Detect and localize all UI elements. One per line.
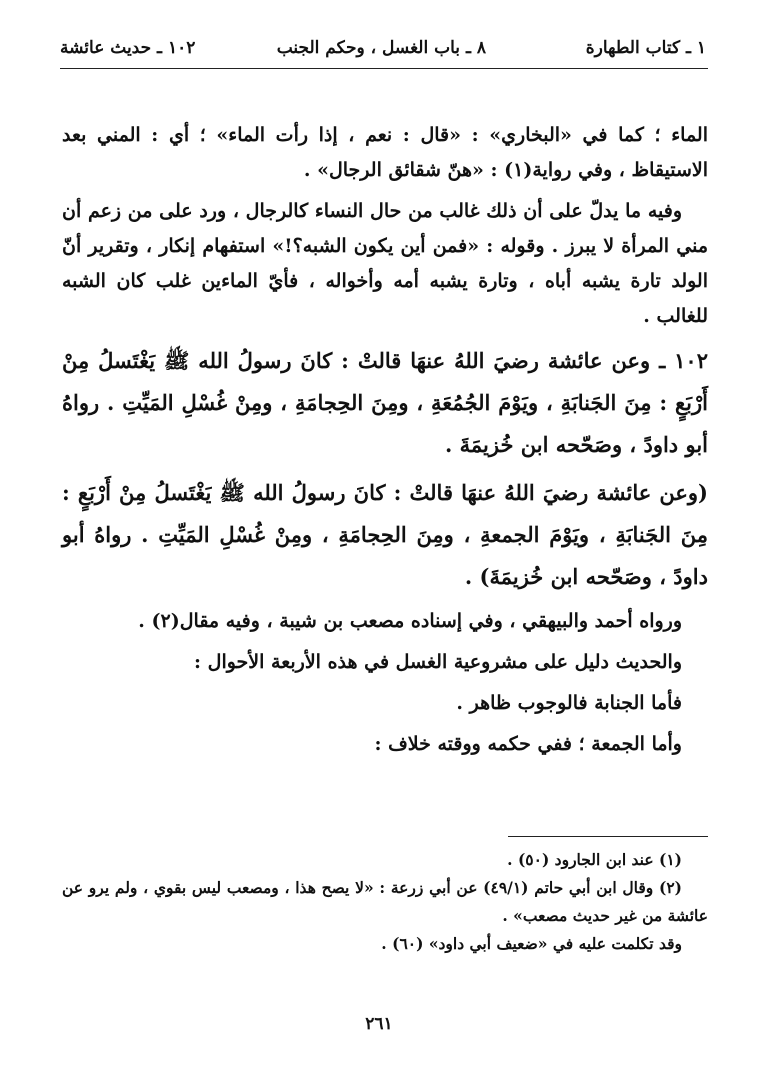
page-number: ٢٦١ bbox=[365, 1014, 393, 1034]
running-header bbox=[60, 36, 706, 66]
footnote-divider bbox=[508, 836, 708, 837]
paragraph-continuation: الماء ؛ كما في «البخاري» : «قال : نعم ، إذا رأت الماء» ؛ أي : المني بعد الاستيقاظ ، وفي رواية(١) : «هنّ شقائق الرجال» . bbox=[62, 124, 708, 181]
main-text bbox=[62, 118, 708, 762]
paragraph-jumuah: وأما الجمعة ؛ ففي حكمه ووقته خلاف : bbox=[374, 733, 682, 755]
paragraph-narration: ورواه أحمد والبيهقي ، وفي إسناده مصعب بن شيبة ، وفيه مقال(٢) . bbox=[138, 610, 682, 632]
footnote-2: (٢) وقال ابن أبي حاتم (٤٩/١) عن أبي زرعة : «لا يصح هذا ، ومصعب ليس بقوي ، ولم يرو عن عائشة من غير حديث مصعب» . bbox=[62, 878, 708, 925]
hadith-102-quoted: (وعن عائشة رضيَ اللهُ عنهَا قالتْ : كانَ رسولُ الله ﷺ يَغْتَسلُ مِنْ أَرْبَعٍ : مِنَ الجَنابَةِ ، ويَوْمَ الجمعةِ ، ومِنَ الحِجامَةِ ، ومِنْ غُسْلِ المَيِّتِ . رواهُ أبو داودً ، وصَحّحه ابن خُزيمَةَ) . bbox=[62, 480, 708, 589]
footnotes bbox=[62, 846, 708, 958]
paragraph-ruling: والحديث دليل على مشروعية الغسل في هذه الأربعة الأحوال : bbox=[194, 651, 682, 673]
header-chapter-title: ٨ ـ باب الغسل ، وحكم الجنب bbox=[276, 38, 486, 58]
hadith-102-text: ١٠٢ ـ وعن عائشة رضيَ اللهُ عنهَا قالتْ : كانَ رسولُ الله ﷺ يَغْتَسلُ مِنْ أَرْبَعٍ : مِنَ الجَنابَةِ ، ويَوْمَ الجُمُعَةِ ، ومِنَ الحِجامَةِ ، ومِنْ غُسْلِ المَيِّتِ . رواهُ أبو داودً ، وصَحّحه ابن خُزيمَةَ . bbox=[62, 348, 708, 457]
header-divider bbox=[60, 68, 708, 69]
footnote-1: (١) عند ابن الجارود (٥٠) . bbox=[507, 850, 682, 869]
header-book-title: ١ ـ كتاب الطهارة bbox=[585, 38, 706, 58]
header-hadith-reference: ١٠٢ ـ حديث عائشة bbox=[60, 38, 196, 58]
footnote-2-continuation: وقد تكلمت عليه في «ضعيف أبي داود» (٦٠) . bbox=[381, 934, 682, 953]
paragraph-janabah: فأما الجنابة فالوجوب ظاهر . bbox=[456, 692, 682, 714]
paragraph-commentary: وفيه ما يدلّ على أن ذلك غالب من حال النساء كالرجال ، ورد على من زعم أن مني المرأة لا يبرز . وقوله : «فمن أين يكون الشبه؟!» استفهام إنكار ، وتقرير أنّ الولد تارة يشبه أباه ، وتارة يشبه أمه وأخواله ، فأيّ الماءين غلب كان الشبه للغالب . bbox=[62, 200, 708, 327]
